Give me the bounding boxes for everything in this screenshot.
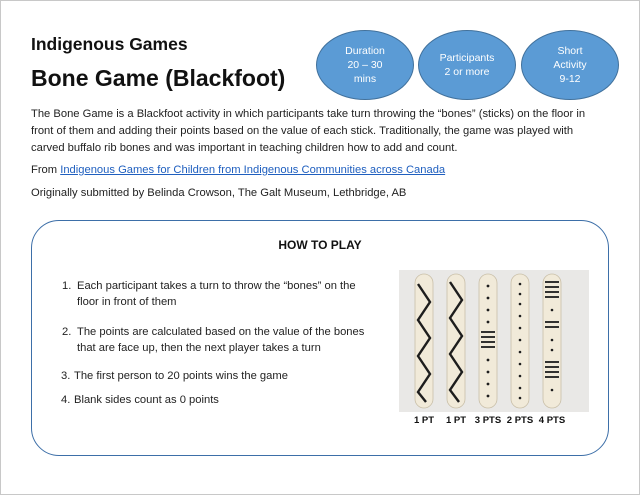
duration-badge	[316, 30, 414, 100]
badge-line: 2 or more	[444, 66, 490, 78]
step-number: 1.	[62, 280, 72, 292]
stick-label: 1 PT	[413, 415, 435, 426]
document-title: Bone Game (Blackfoot)	[31, 65, 286, 91]
step-text: The first person to 20 points wins the game	[74, 370, 288, 382]
stick-label: 3 PTS	[474, 415, 502, 426]
stick-label: 4 PTS	[538, 415, 566, 426]
badge-line: Duration	[345, 45, 385, 57]
badge-line: Activity	[553, 59, 587, 71]
step-text: The points are calculated based on the value of the bones that are face up, then the next player takes a turn	[77, 326, 365, 354]
how-to-play-heading: HOW TO PLAY	[278, 238, 362, 252]
bone-stick-1	[415, 274, 433, 408]
badge-line: mins	[353, 73, 377, 85]
source-prefix: From	[31, 164, 61, 176]
badge-line: Short	[557, 45, 583, 57]
badge-line: Participants	[439, 52, 495, 64]
step-text: Each participant takes a turn to throw the “bones” on the floor in front of them	[77, 280, 356, 308]
activity-badge	[521, 30, 619, 100]
step-number: 4.	[61, 394, 71, 406]
badge-line: 20 – 30	[347, 59, 383, 71]
document-subtitle: Indigenous Games	[31, 34, 188, 54]
bone-stick-2	[447, 274, 465, 408]
bone-stick-3	[479, 274, 497, 408]
badge-line: 9-12	[559, 73, 581, 85]
bone-sticks-illustration	[399, 270, 589, 412]
stick-label: 2 PTS	[506, 415, 534, 426]
bone-stick-5	[543, 274, 561, 408]
step-number: 3.	[61, 370, 71, 382]
source-link[interactable]: Indigenous Games for Children from Indigenous Communities across Canada	[60, 164, 446, 176]
step-number: 2.	[62, 326, 72, 338]
stick-point-labels	[399, 415, 589, 429]
bone-stick-4	[511, 274, 529, 408]
game-description: The Bone Game is a Blackfoot activity in which participants take turn throwing the “bones” (sticks) on the floor in front of them and adding their points based on the value of each stick. Traditionally, the game was played with carved buffalo rib bones and was important in teaching children how to add and count.	[31, 108, 586, 154]
stick-label: 1 PT	[445, 415, 467, 426]
step-text: Blank sides count as 0 points	[74, 394, 219, 406]
how-to-play-box	[31, 220, 609, 456]
bone-sticks-photo	[399, 270, 589, 412]
credit-line: Originally submitted by Belinda Crowson, The Galt Museum, Lethbridge, AB	[31, 187, 407, 199]
participants-badge	[418, 30, 516, 100]
source-line	[31, 164, 445, 176]
